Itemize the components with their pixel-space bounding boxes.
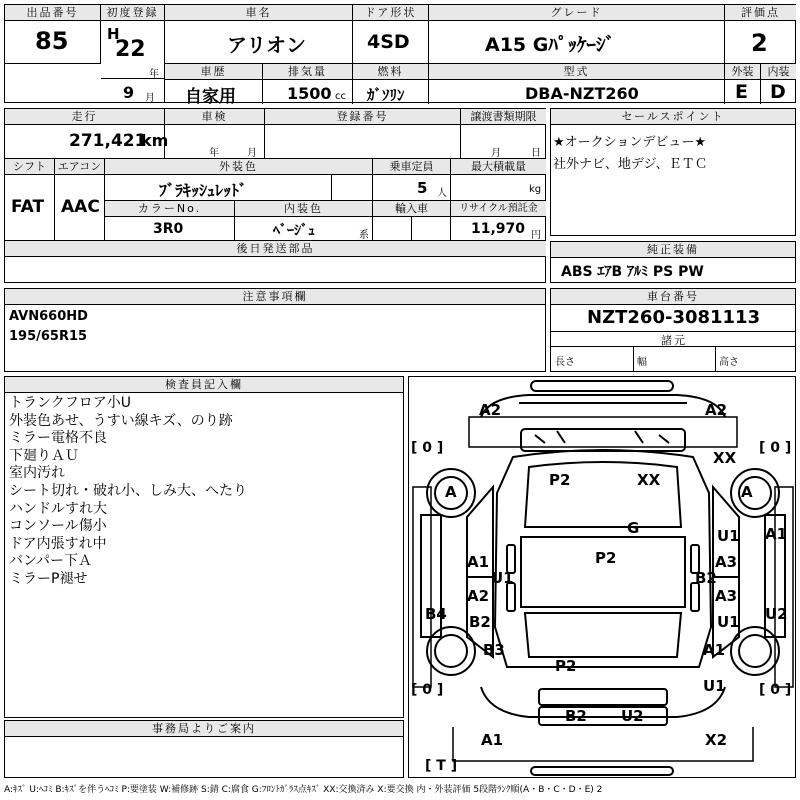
damage-mark: B2 bbox=[469, 613, 491, 631]
car-name-cell bbox=[165, 5, 353, 64]
int-color-cell bbox=[235, 201, 373, 241]
office-label: 事務局よりご案内 bbox=[5, 721, 403, 737]
mileage-cell bbox=[5, 109, 169, 159]
recycle: 11,970 bbox=[471, 221, 526, 237]
car-diagram bbox=[408, 376, 796, 778]
import-cell bbox=[373, 201, 451, 241]
inspection-label: 車検 bbox=[165, 109, 264, 125]
era: H bbox=[107, 25, 120, 43]
inspector-notes bbox=[9, 395, 247, 589]
door-label: ドア形状 bbox=[353, 5, 428, 21]
damage-mark: U1 bbox=[491, 569, 514, 587]
tire-condition: [ 0 ] bbox=[411, 682, 444, 698]
recycle-label: リサイクル預託金 bbox=[451, 201, 546, 217]
notes-line-2: 195/65R15 bbox=[9, 329, 88, 344]
inspector-line: ドア内張すれ中 bbox=[9, 535, 107, 552]
car-outline bbox=[409, 377, 797, 779]
transfer-day-unit: 日 bbox=[531, 148, 541, 159]
grade-cell bbox=[429, 5, 725, 64]
mileage: 271,421 bbox=[69, 131, 147, 151]
chassis-number: NZT260-3081113 bbox=[587, 307, 761, 328]
damage-mark: B2 bbox=[695, 569, 717, 587]
damage-mark: G bbox=[627, 519, 640, 537]
first-reg-label: 初度登録 bbox=[101, 5, 164, 21]
kei-unit: 系 bbox=[359, 230, 369, 241]
notes-block bbox=[4, 288, 546, 372]
max-load-cell bbox=[451, 159, 546, 201]
damage-mark: A bbox=[445, 483, 457, 501]
recycle-cell bbox=[451, 201, 546, 241]
sales-line-2: 社外ナビ、地デジ、ＥＴＣ bbox=[553, 157, 708, 172]
import-label: 輸入車 bbox=[373, 201, 450, 217]
inspector-line: 室内汚れ bbox=[9, 465, 65, 482]
displacement-label: 排気量 bbox=[263, 64, 352, 80]
ac-label: エアコン bbox=[55, 159, 104, 175]
inspector-line: 下廻りＡＵ bbox=[9, 447, 79, 464]
damage-mark: A1 bbox=[467, 553, 490, 571]
cc-unit: cc bbox=[335, 91, 346, 102]
car-name-label: 車名 bbox=[165, 5, 352, 21]
shift-cell bbox=[5, 159, 55, 241]
transfer-label: 譲渡書類期限 bbox=[461, 109, 546, 125]
model: DBA-NZT260 bbox=[525, 84, 639, 103]
damage-mark: B2 bbox=[565, 707, 587, 725]
damage-mark: P2 bbox=[549, 471, 571, 489]
inspector-line: ミラーP褪せ bbox=[9, 570, 88, 587]
insp-month-unit: 月 bbox=[247, 148, 257, 159]
car-name: アリオン bbox=[227, 33, 306, 57]
kg-unit: kg bbox=[529, 184, 542, 195]
height-label: 高さ bbox=[719, 357, 739, 368]
int-color-label: 内装色 bbox=[235, 201, 372, 217]
inspector-line: コンソール傷小 bbox=[9, 518, 107, 535]
later-parts-label: 後日発送部品 bbox=[5, 241, 546, 257]
reg-no-cell bbox=[265, 109, 461, 159]
inspector-line: シート切れ・破れ小、しみ大、へたり bbox=[9, 482, 247, 499]
exterior-cell bbox=[725, 64, 761, 104]
inspector-line: バンパー下Ａ bbox=[9, 553, 93, 570]
reg-month: 9 bbox=[123, 83, 135, 102]
reg-year: 22 bbox=[115, 37, 146, 62]
fuel-label: 燃料 bbox=[353, 64, 428, 80]
reg-no-label: 登録番号 bbox=[265, 109, 460, 125]
ac-cell bbox=[55, 159, 105, 241]
ac: AAC bbox=[61, 197, 100, 217]
person-unit: 人 bbox=[437, 188, 447, 199]
legend: A:ｷｽﾞ U:ﾍｺﾐ B:ｷｽﾞを伴うﾍｺﾐ P:要塗装 W:補修跡 S:錆 C:腐食 G:ﾌﾛﾝﾄｶﾞﾗｽ点ｷｽﾞ XX:交換済み X:要交換 内・外装評価 5段階ﾗﾝｸ順(A・B・C・D・E) 2 bbox=[4, 785, 603, 795]
dims-label: 諸元 bbox=[661, 334, 687, 347]
transfer-month-unit: 月 bbox=[491, 148, 501, 159]
ext-color-cell bbox=[105, 159, 373, 201]
fuel-cell bbox=[353, 64, 429, 104]
damage-mark: P2 bbox=[595, 549, 617, 567]
width-label: 幅 bbox=[637, 357, 647, 368]
interior-label: 内装 bbox=[761, 64, 796, 80]
history: 自家用 bbox=[185, 87, 236, 107]
sales-point-block bbox=[550, 108, 796, 236]
damage-mark: A1 bbox=[481, 731, 504, 749]
lot-no-label: 出品番号 bbox=[5, 5, 100, 21]
insp-year-unit: 年 bbox=[209, 148, 219, 159]
door-cell bbox=[353, 5, 429, 64]
yen-unit: 円 bbox=[531, 230, 541, 241]
damage-mark: A3 bbox=[715, 553, 738, 571]
grade-label: グレード bbox=[429, 5, 724, 21]
damage-mark: A2 bbox=[479, 401, 502, 419]
model-cell bbox=[429, 64, 725, 104]
inspector-block bbox=[4, 376, 404, 718]
month-unit: 月 bbox=[145, 93, 155, 104]
chassis-label: 車台番号 bbox=[551, 289, 795, 305]
header-block bbox=[4, 4, 796, 107]
model-label: 型式 bbox=[429, 64, 724, 80]
int-color: ﾍﾞｰｼﾞｭ bbox=[273, 223, 315, 239]
damage-mark: B4 bbox=[425, 605, 447, 623]
displacement-cell bbox=[263, 64, 353, 104]
year-unit: 年 bbox=[149, 69, 159, 80]
equipment-value: ABS ｴｱB ｱﾙﾐ PS PW bbox=[561, 264, 704, 280]
damage-mark: A3 bbox=[715, 587, 738, 605]
damage-mark: U2 bbox=[621, 707, 644, 725]
inspection-cell bbox=[165, 109, 265, 159]
damage-mark: A1 bbox=[703, 641, 726, 659]
shift-label: シフト bbox=[5, 159, 54, 175]
notes-label: 注意事項欄 bbox=[5, 289, 545, 305]
damage-mark: U1 bbox=[717, 527, 740, 545]
history-label: 車歴 bbox=[165, 64, 262, 80]
max-load-label: 最大積載量 bbox=[451, 159, 546, 175]
notes-line-1: AVN660HD bbox=[9, 309, 88, 324]
spec-block bbox=[4, 108, 546, 283]
interior-cell bbox=[761, 64, 796, 104]
fuel: ｶﾞｿﾘﾝ bbox=[367, 86, 405, 104]
length-label: 長さ bbox=[555, 357, 575, 368]
later-parts-cell bbox=[5, 241, 546, 283]
interior-grade: D bbox=[770, 81, 786, 103]
damage-mark: U1 bbox=[717, 613, 740, 631]
damage-mark: A bbox=[741, 483, 753, 501]
displacement: 1500 bbox=[287, 84, 332, 103]
damage-mark: XX bbox=[637, 471, 661, 489]
score: 2 bbox=[751, 29, 768, 57]
sales-point-label: セールスポイント bbox=[551, 109, 795, 125]
lot-no-cell bbox=[5, 5, 101, 64]
first-reg-cell bbox=[101, 5, 165, 103]
color-no: 3R0 bbox=[153, 221, 184, 237]
color-no-cell bbox=[105, 201, 235, 241]
lot-no: 85 bbox=[35, 27, 69, 55]
damage-mark: A1 bbox=[765, 525, 788, 543]
exterior-grade: E bbox=[735, 81, 748, 103]
damage-mark: A2 bbox=[705, 401, 728, 419]
exterior-label: 外装 bbox=[725, 64, 760, 80]
damage-mark: B3 bbox=[483, 641, 505, 659]
damage-mark: U1 bbox=[703, 677, 726, 695]
tire-condition: [ 0 ] bbox=[759, 682, 792, 698]
damage-mark: P2 bbox=[555, 657, 577, 675]
mileage-label: 走行 bbox=[5, 109, 164, 125]
equipment-label: 純正装備 bbox=[551, 242, 795, 258]
equipment-block bbox=[550, 241, 796, 283]
inspector-line: ミラー電格不良 bbox=[9, 430, 107, 447]
inspector-line: 外装色あせ、うすい線キズ、のり跡 bbox=[9, 412, 233, 429]
door: 4SD bbox=[367, 31, 410, 53]
ext-color-label: 外装色 bbox=[105, 159, 372, 175]
damage-mark: U2 bbox=[765, 605, 788, 623]
capacity-label: 乗車定員 bbox=[373, 159, 450, 175]
damage-mark: X2 bbox=[705, 731, 728, 749]
office-block bbox=[4, 720, 404, 778]
tire-condition: [ T ] bbox=[425, 758, 458, 774]
capacity-cell bbox=[373, 159, 451, 201]
inspector-label: 検査員記入欄 bbox=[5, 377, 403, 393]
grade: A15 Gﾊﾟｯｹｰｼﾞ bbox=[485, 34, 615, 56]
km-unit: km bbox=[141, 131, 169, 150]
capacity: 5 bbox=[417, 179, 428, 197]
chassis-block bbox=[550, 288, 796, 372]
damage-mark: A2 bbox=[467, 587, 490, 605]
transfer-cell bbox=[461, 109, 546, 159]
inspector-line: ハンドルすれ大 bbox=[9, 500, 107, 517]
score-cell bbox=[725, 5, 796, 64]
shift: FAT bbox=[11, 197, 45, 217]
sales-line-1: ★オークションデビュー★ bbox=[553, 135, 707, 150]
damage-mark: XX bbox=[713, 449, 737, 467]
history-cell bbox=[165, 64, 263, 107]
tire-condition: [ 0 ] bbox=[759, 440, 792, 456]
inspector-line: トランクフロア小U bbox=[9, 395, 131, 411]
tire-condition: [ 0 ] bbox=[411, 440, 444, 456]
score-label: 評価点 bbox=[725, 5, 796, 21]
color-no-label: カラーNo. bbox=[105, 201, 234, 217]
ext-color: ﾌﾞﾗｷｯｼｭﾚｯﾄﾞ bbox=[159, 181, 248, 200]
